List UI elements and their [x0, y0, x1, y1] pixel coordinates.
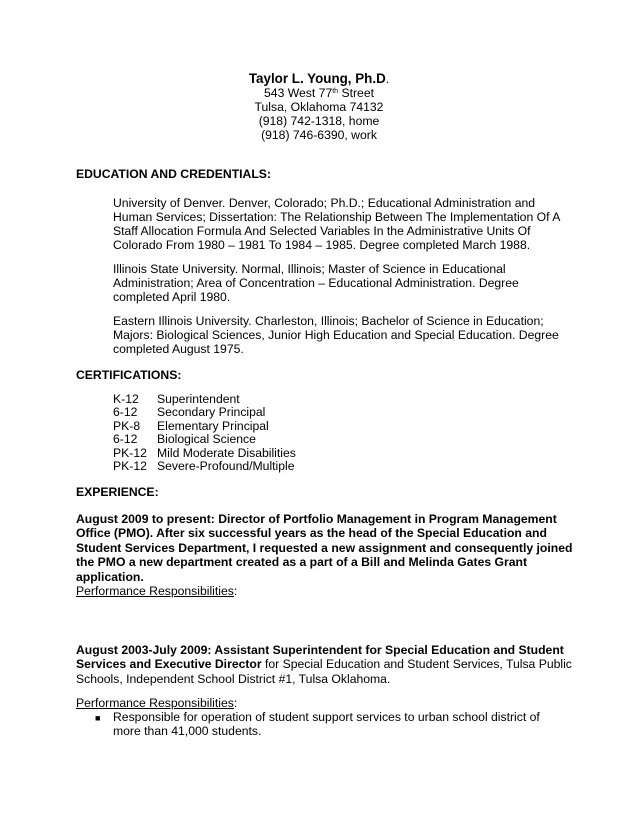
certification-item — [113, 433, 296, 446]
job-title-summary: August 2009 to present: Director of Portfolio Management in Program Management Office (PMO). After six successful years as the head of the Special Education and Student Services Department, I requested a new assignment and consequently joined the PMO a new department created as a part of a Bill and Melinda Gates Grant application. — [76, 512, 573, 584]
certification-title: Superintendent — [157, 392, 240, 406]
label-colon: : — [233, 584, 238, 599]
certification-grade: PK-8 — [113, 418, 141, 433]
city-state-zip: Tulsa, Oklahoma 74132 — [254, 100, 384, 114]
education-heading: EDUCATION AND CREDENTIALS: — [76, 167, 271, 181]
certification-grade: PK-12 — [113, 458, 147, 473]
certification-grade: PK-12 — [113, 445, 147, 460]
home-phone: (918) 742-1318, home — [258, 114, 380, 128]
candidate-name-line — [0, 72, 638, 86]
education-entry-illinois-state: Illinois State University. Normal, Illinois; Master of Science in Educational Administration; Area of Concentration – Educational Administration. Degree completed April 1980. — [113, 262, 519, 304]
education-entry-denver: University of Denver. Denver, Colorado; Ph.D.; Educational Administration and Human Services; Dissertation: The Relationship Between The Implementation Of A Staff Allocation Formula And Selected Variables In the Administrative Units Of Colorado From 1980 – 1981 To 1984 – 1985. Degree completed March 1988. — [113, 196, 560, 252]
street-address-number: 543 West 77 — [264, 86, 333, 100]
resume-header — [0, 72, 638, 142]
label-colon: : — [233, 696, 238, 710]
experience-entry-assistant-superintendent — [76, 643, 576, 686]
street-address — [0, 86, 638, 100]
certification-title: Elementary Principal — [157, 418, 269, 433]
square-bullet-icon: ■ — [95, 713, 101, 723]
job-description: for Special Education and Student Services, Tulsa Public Schools, Independent School District #1, Tulsa Oklahoma. — [76, 657, 572, 686]
certification-item — [113, 460, 296, 473]
certification-grade: 6-12 — [113, 405, 138, 420]
experience-responsibilities-heading — [76, 696, 576, 710]
experience-entry-director — [76, 512, 576, 598]
work-phone: (918) 746-6390, work — [261, 128, 377, 142]
certification-item — [113, 406, 296, 419]
certification-item — [113, 393, 296, 406]
certification-title: Secondary Principal — [157, 405, 266, 420]
performance-responsibilities-label: Performance Responsibilities — [76, 696, 234, 710]
job-title-summary: August 2003-July 2009: Assistant Superintendent for Special Education and Student Services and Executive Director — [76, 643, 564, 672]
certification-grade: 6-12 — [113, 432, 138, 447]
certification-title: Biological Science — [157, 432, 256, 447]
certifications-heading: CERTIFICATIONS: — [76, 368, 182, 382]
street-address-name: Street — [338, 86, 374, 100]
certifications-list — [113, 393, 296, 473]
certification-title: Mild Moderate Disabilities — [157, 445, 296, 460]
candidate-name: Taylor L. Young, Ph.D — [248, 71, 386, 86]
experience-heading: EXPERIENCE: — [76, 485, 159, 499]
performance-responsibilities-label: Performance Responsibilities — [76, 584, 234, 599]
certification-item — [113, 420, 296, 433]
certification-grade: K-12 — [113, 392, 139, 406]
certification-title: Severe-Profound/Multiple — [157, 458, 295, 473]
education-entry-eastern-illinois: Eastern Illinois University. Charleston, Illinois; Bachelor of Science in Education; Majors: Biological Sciences, Junior High Education and Special Education. Degree completed August 1975. — [113, 314, 559, 356]
name-period: . — [385, 72, 390, 86]
certification-item — [113, 447, 296, 460]
street-ordinal-suffix: th — [332, 88, 339, 95]
responsibility-bullet-item — [95, 710, 565, 738]
responsibility-text: Responsible for operation of student support services to urban school district of more than 41,000 students. — [113, 710, 540, 738]
